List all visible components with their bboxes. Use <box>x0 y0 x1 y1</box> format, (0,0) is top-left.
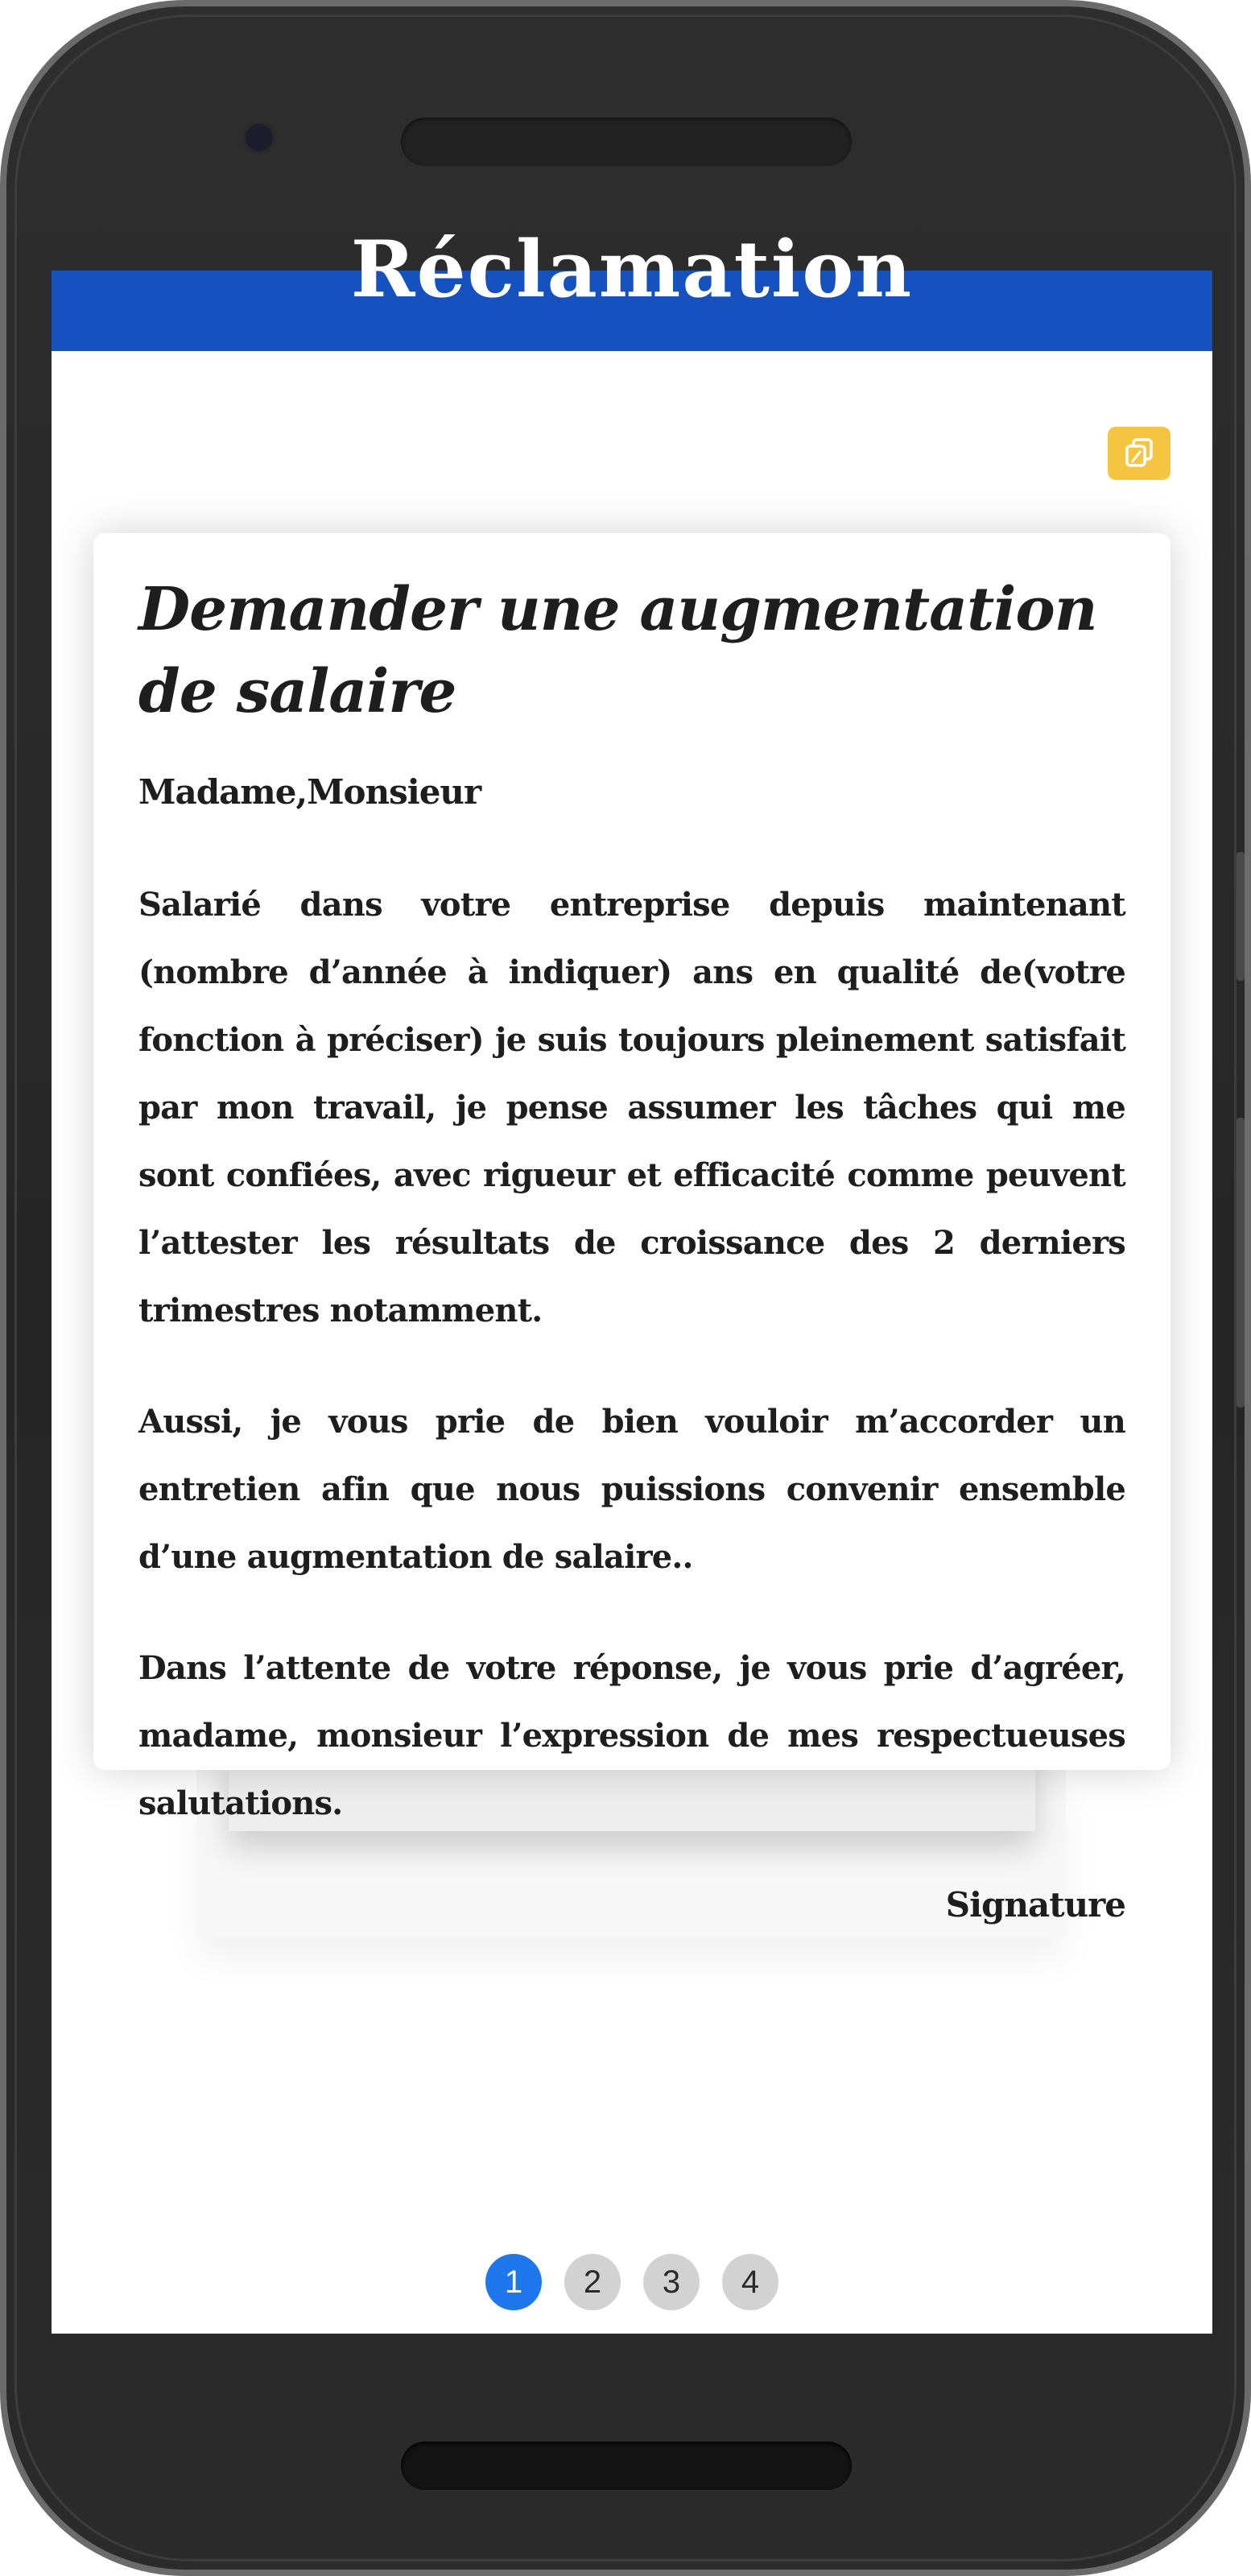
pagination <box>52 2254 1212 2310</box>
letter-title: Demander une augmentation de salaire <box>138 575 1097 726</box>
bottom-speaker <box>401 2442 852 2490</box>
letter-paragraph: Dans l’attente de votre réponse, je vous prie d’agréer, madame, monsieur l’expression de mes respectueuses salutations. <box>138 1649 1125 1822</box>
app-header <box>52 224 1212 351</box>
page-button-2[interactable]: 2 <box>564 2254 621 2310</box>
earpiece-speaker <box>401 118 852 166</box>
app-screen <box>52 224 1212 2334</box>
side-button <box>1237 852 1245 981</box>
page-button-4[interactable]: 4 <box>722 2254 778 2310</box>
copy-icon <box>1123 436 1155 471</box>
page-button-3[interactable]: 3 <box>643 2254 700 2310</box>
letter-card[interactable] <box>93 533 1170 1925</box>
letter-greeting: Madame,Monsieur <box>138 772 481 812</box>
page-title: Réclamation <box>350 224 914 315</box>
copy-button[interactable] <box>1108 427 1170 480</box>
letter-signature: Signature <box>945 1885 1125 1925</box>
letter-paragraph: Aussi, je vous prie de bien vouloir m’accorder un entretien afin que nous puissions convenir ensemble d’une augmentation de salaire.. <box>138 1403 1125 1576</box>
letter-paragraph: Salarié dans votre entreprise depuis maintenant (nombre d’année à indiquer) ans en qualité de(votre fonction à préciser) je suis toujours pleinement satisfait par mon travail, je pense assumer les tâches qui me sont confiées, avec rigueur et efficacité comme peuvent l’attester les résultats de croissance des 2 derniers trimestres notamment. <box>138 886 1125 1329</box>
volume-button <box>1237 1118 1245 1408</box>
front-camera <box>246 124 273 151</box>
page-button-1[interactable]: 1 <box>485 2254 542 2310</box>
